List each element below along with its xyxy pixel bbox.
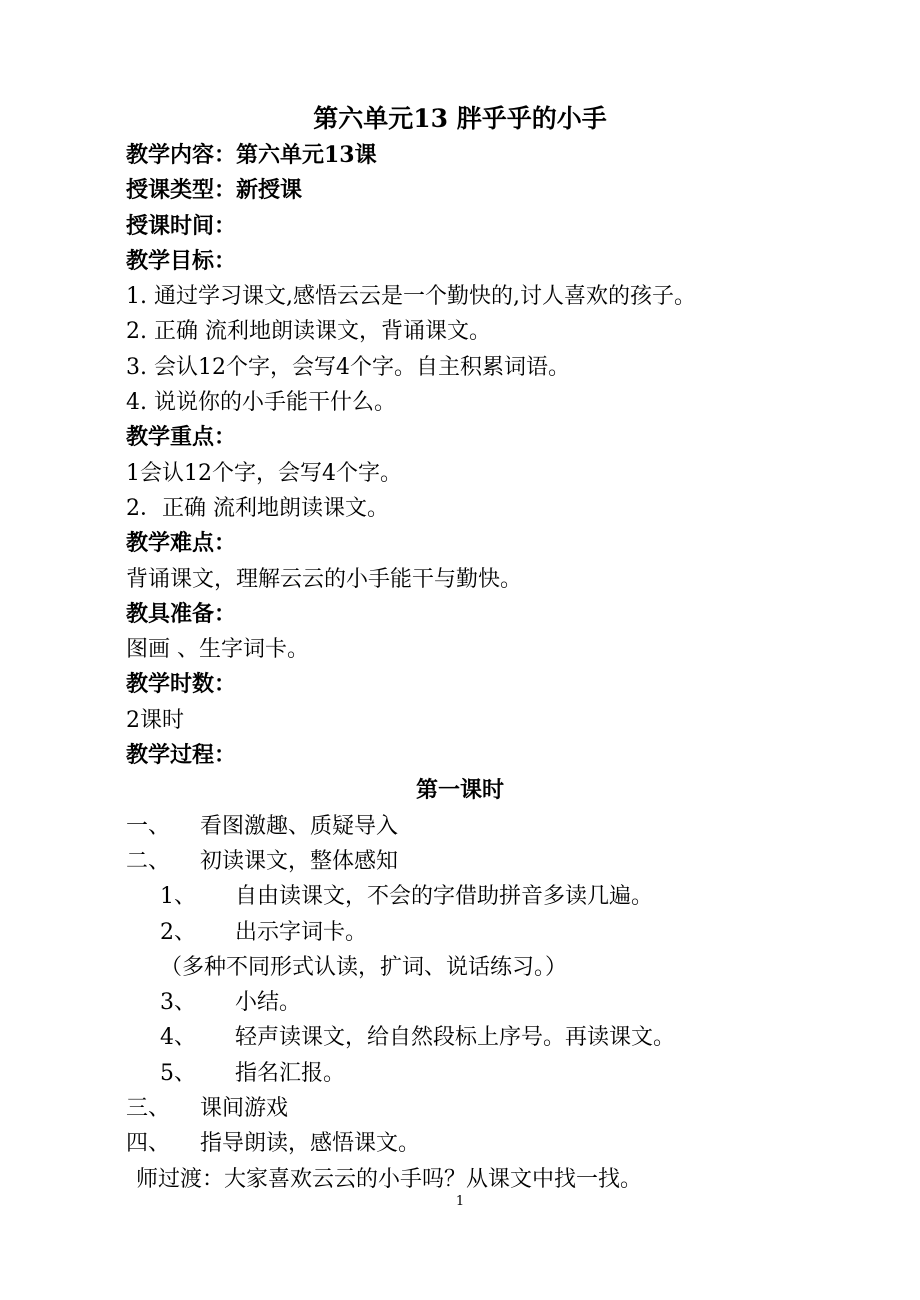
step-index: 二、 <box>126 848 171 874</box>
substep-text: 小结。 <box>235 990 302 1016</box>
substep-item <box>0 915 920 950</box>
difficulty-heading: 教学难点： <box>126 530 237 557</box>
page-number: 1 <box>455 1194 465 1209</box>
substep-index: 5、 <box>160 1060 196 1086</box>
step-index: 四、 <box>126 1131 171 1157</box>
key-point-1: 1会认12个字，会写4个字。 <box>126 460 402 486</box>
tools-item: 图画 、生字词卡。 <box>126 637 309 663</box>
goals-heading: 教学目标： <box>126 247 237 274</box>
teacher-transition: 师过渡：大家喜欢云云的小手吗？从课文中找一找。 <box>136 1166 643 1192</box>
step-text: 课间游戏 <box>200 1096 289 1122</box>
substep-index: 3、 <box>160 990 196 1016</box>
step-text: 看图激趣、质疑导入 <box>200 813 399 839</box>
hours-item: 2课时 <box>126 707 184 733</box>
step-text: 初读课文，整体感知 <box>200 848 399 874</box>
lesson-type-line: 授课类型：新授课 <box>126 177 303 204</box>
goal-item-2: 2. 正确 流利地朗读课文，背诵课文。 <box>126 319 491 345</box>
lesson-plan-body <box>0 138 920 1197</box>
substep-text: 轻声读课文，给自然段标上序号。再读课文。 <box>235 1025 676 1051</box>
goal-item-3: 3. 会认12个字，会写4个字。自主积累词语。 <box>126 354 570 380</box>
substep-index: 1、 <box>160 884 196 910</box>
step-item <box>0 809 920 844</box>
practice-note: （多种不同形式认读，扩词、说话练习。） <box>160 954 568 980</box>
difficulty-item: 背诵课文，理解云云的小手能干与勤快。 <box>126 566 523 592</box>
substep-text: 指名汇报。 <box>235 1060 346 1086</box>
step-item <box>0 1126 920 1161</box>
substep-item <box>0 985 920 1020</box>
teaching-content-line: 教学内容：第六单元13课 <box>126 142 377 168</box>
substep-index: 4、 <box>160 1025 196 1051</box>
substep-text: 出示字词卡。 <box>235 919 368 945</box>
substep-item <box>0 1020 920 1055</box>
substep-item <box>0 879 920 914</box>
key-point-2: 2．正确 流利地朗读课文。 <box>126 495 389 521</box>
lesson-time-line: 授课时间： <box>126 212 237 239</box>
key-points-heading: 教学重点： <box>126 424 237 451</box>
step-item <box>0 844 920 879</box>
goal-item-1: 1. 通过学习课文,感悟云云是一个勤快的,讨人喜欢的孩子。 <box>126 284 696 310</box>
step-index: 一、 <box>126 813 171 839</box>
page-title: 第六单元13 胖乎乎的小手 <box>313 104 607 133</box>
goal-item-4: 4. 说说你的小手能干什么。 <box>126 390 396 416</box>
substep-text: 自由读课文，不会的字借助拼音多读几遍。 <box>235 884 654 910</box>
step-index: 三、 <box>126 1096 171 1122</box>
lesson-1-heading: 第一课时 <box>415 777 504 804</box>
step-text: 指导朗读，感悟课文。 <box>200 1131 421 1157</box>
substep-item <box>0 1056 920 1091</box>
tools-heading: 教具准备： <box>126 600 237 627</box>
step-item <box>0 1091 920 1126</box>
process-heading: 教学过程： <box>126 742 237 769</box>
substep-index: 2、 <box>160 919 196 945</box>
hours-heading: 教学时数： <box>126 671 237 698</box>
